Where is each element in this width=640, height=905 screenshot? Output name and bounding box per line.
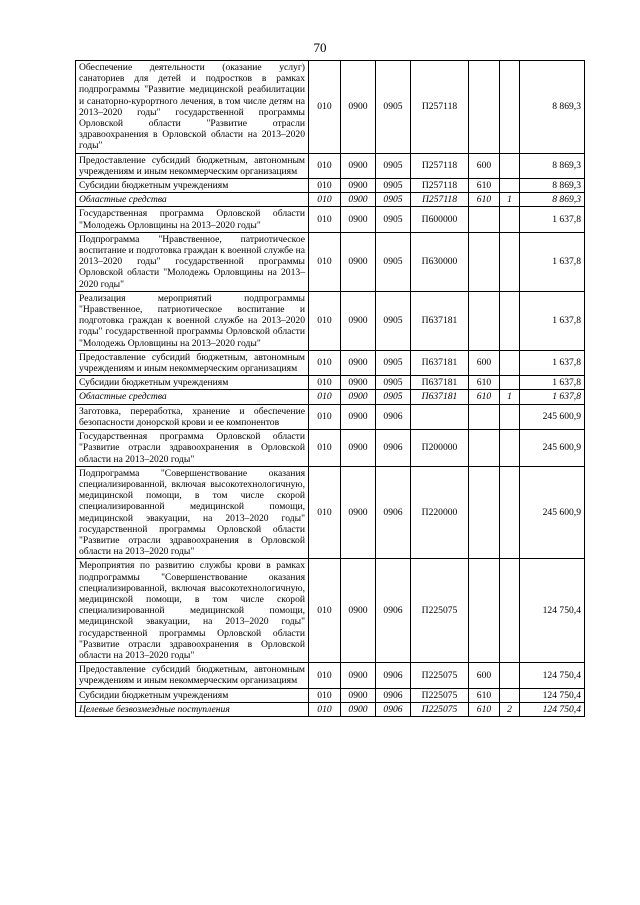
cell-section: 0900 xyxy=(341,61,376,154)
cell-amount: 1 637,8 xyxy=(520,232,585,291)
cell-target-article: П200000 xyxy=(411,430,469,467)
cell-admin-code: 010 xyxy=(309,350,341,375)
cell-source xyxy=(500,232,520,291)
cell-subsection: 0905 xyxy=(376,376,411,390)
cell-source xyxy=(500,663,520,688)
budget-table xyxy=(75,60,585,717)
table-row xyxy=(76,702,585,716)
cell-subsection: 0906 xyxy=(376,663,411,688)
cell-description: Областные средства xyxy=(76,193,309,207)
cell-target-article: П637181 xyxy=(411,291,469,350)
cell-target-article: П220000 xyxy=(411,466,469,559)
cell-expense-type: 610 xyxy=(469,179,500,193)
cell-section: 0900 xyxy=(341,376,376,390)
cell-subsection: 0906 xyxy=(376,688,411,702)
cell-amount: 8 869,3 xyxy=(520,179,585,193)
cell-target-article: П637181 xyxy=(411,376,469,390)
cell-description: Предоставление субсидий бюджетным, автономным учреждениям и иным некоммерческим организациям xyxy=(76,350,309,375)
cell-description: Обеспечение деятельности (оказание услуг) санаториев для детей и подростков в рамках подпрограммы "Развитие медицинской реабилитации и санаторно-курортного лечения, в том числе детям на 2013–2020 годы" государственной программы Орловской области "Развитие отрасли здравоохранения в Орловской области на 2013–2020 годы" xyxy=(76,61,309,154)
cell-expense-type: 610 xyxy=(469,390,500,404)
cell-section: 0900 xyxy=(341,466,376,559)
cell-admin-code: 010 xyxy=(309,291,341,350)
cell-section: 0900 xyxy=(341,390,376,404)
cell-amount: 1 637,8 xyxy=(520,390,585,404)
cell-subsection: 0905 xyxy=(376,291,411,350)
cell-description: Реализация мероприятий подпрограммы "Нравственное, патриотическое воспитание и подготовка граждан к военной службе на 2013–2020 годы" государственной программы Орловской области "Молодежь Орловщины на 2013–2020 годы" xyxy=(76,291,309,350)
table-row xyxy=(76,350,585,375)
cell-source xyxy=(500,207,520,232)
cell-source xyxy=(500,376,520,390)
cell-admin-code: 010 xyxy=(309,153,341,178)
cell-subsection: 0906 xyxy=(376,702,411,716)
cell-subsection: 0906 xyxy=(376,404,411,429)
table-row xyxy=(76,559,585,663)
cell-source: 1 xyxy=(500,390,520,404)
cell-source xyxy=(500,466,520,559)
cell-description: Субсидии бюджетным учреждениям xyxy=(76,688,309,702)
cell-subsection: 0906 xyxy=(376,466,411,559)
cell-description: Предоставление субсидий бюджетным, автономным учреждениям и иным некоммерческим организациям xyxy=(76,153,309,178)
cell-amount: 8 869,3 xyxy=(520,153,585,178)
cell-admin-code: 010 xyxy=(309,663,341,688)
table-row xyxy=(76,179,585,193)
cell-admin-code: 010 xyxy=(309,430,341,467)
table-row xyxy=(76,688,585,702)
cell-admin-code: 010 xyxy=(309,702,341,716)
page-number: 70 xyxy=(313,40,327,55)
cell-source xyxy=(500,179,520,193)
cell-admin-code: 010 xyxy=(309,466,341,559)
cell-section: 0900 xyxy=(341,179,376,193)
cell-target-article: П637181 xyxy=(411,350,469,375)
cell-expense-type xyxy=(469,207,500,232)
cell-admin-code: 010 xyxy=(309,179,341,193)
cell-expense-type xyxy=(469,430,500,467)
cell-subsection: 0905 xyxy=(376,390,411,404)
cell-section: 0900 xyxy=(341,153,376,178)
table-row xyxy=(76,663,585,688)
cell-expense-type: 610 xyxy=(469,376,500,390)
cell-amount: 245 600,9 xyxy=(520,466,585,559)
cell-amount: 124 750,4 xyxy=(520,702,585,716)
cell-expense-type xyxy=(469,291,500,350)
cell-subsection: 0905 xyxy=(376,193,411,207)
cell-source xyxy=(500,559,520,663)
cell-section: 0900 xyxy=(341,559,376,663)
cell-description: Подпрограмма "Нравственное, патриотическое воспитание и подготовка граждан к военной службе на 2013–2020 годы" государственной программы Орловской области "Молодежь Орловщины на 2013–2020 годы" xyxy=(76,232,309,291)
cell-source xyxy=(500,350,520,375)
cell-target-article: П225075 xyxy=(411,688,469,702)
cell-target-article: П600000 xyxy=(411,207,469,232)
cell-description: Целевые безвозмездные поступления xyxy=(76,702,309,716)
cell-expense-type: 610 xyxy=(469,688,500,702)
cell-amount: 8 869,3 xyxy=(520,61,585,154)
cell-section: 0900 xyxy=(341,663,376,688)
cell-description: Предоставление субсидий бюджетным, автономным учреждениям и иным некоммерческим организациям xyxy=(76,663,309,688)
cell-amount: 124 750,4 xyxy=(520,559,585,663)
table-row xyxy=(76,390,585,404)
table-row xyxy=(76,291,585,350)
cell-amount: 124 750,4 xyxy=(520,663,585,688)
cell-source xyxy=(500,153,520,178)
table-row xyxy=(76,232,585,291)
cell-subsection: 0905 xyxy=(376,153,411,178)
cell-target-article xyxy=(411,404,469,429)
cell-target-article: П225075 xyxy=(411,702,469,716)
cell-target-article: П630000 xyxy=(411,232,469,291)
cell-description: Подпрограмма "Совершенствование оказания специализированной, включая высокотехнологичную, медицинской помощи, в том числе скорой специализированной медицинской помощи, медицинской эвакуации, на 2013–2020 годы" государственной программы Орловской области "Развитие отрасли здравоохранения в Орловской области на 2013–2020 годы" xyxy=(76,466,309,559)
cell-description: Государственная программа Орловской области "Развитие отрасли здравоохранения в Орловской области на 2013–2020 годы" xyxy=(76,430,309,467)
cell-expense-type: 610 xyxy=(469,193,500,207)
table-row xyxy=(76,61,585,154)
table-row xyxy=(76,207,585,232)
cell-description: Государственная программа Орловской области "Молодежь Орловщины на 2013–2020 годы" xyxy=(76,207,309,232)
cell-source: 2 xyxy=(500,702,520,716)
cell-amount: 124 750,4 xyxy=(520,688,585,702)
cell-subsection: 0906 xyxy=(376,430,411,467)
cell-admin-code: 010 xyxy=(309,376,341,390)
cell-expense-type: 610 xyxy=(469,702,500,716)
table-row xyxy=(76,193,585,207)
cell-subsection: 0905 xyxy=(376,350,411,375)
cell-expense-type xyxy=(469,466,500,559)
cell-section: 0900 xyxy=(341,430,376,467)
cell-amount: 8 869,3 xyxy=(520,193,585,207)
cell-subsection: 0905 xyxy=(376,61,411,154)
cell-amount: 245 600,9 xyxy=(520,404,585,429)
cell-expense-type: 600 xyxy=(469,153,500,178)
cell-admin-code: 010 xyxy=(309,404,341,429)
table-row xyxy=(76,404,585,429)
cell-expense-type xyxy=(469,559,500,663)
cell-target-article: П225075 xyxy=(411,663,469,688)
cell-section: 0900 xyxy=(341,702,376,716)
table-row xyxy=(76,376,585,390)
cell-admin-code: 010 xyxy=(309,559,341,663)
cell-target-article: П257118 xyxy=(411,153,469,178)
cell-subsection: 0905 xyxy=(376,179,411,193)
cell-source xyxy=(500,61,520,154)
table-row xyxy=(76,153,585,178)
cell-admin-code: 010 xyxy=(309,688,341,702)
cell-amount: 245 600,9 xyxy=(520,430,585,467)
cell-section: 0900 xyxy=(341,291,376,350)
cell-expense-type xyxy=(469,61,500,154)
budget-table-body xyxy=(76,61,585,717)
cell-amount: 1 637,8 xyxy=(520,207,585,232)
cell-admin-code: 010 xyxy=(309,61,341,154)
cell-description: Областные средства xyxy=(76,390,309,404)
cell-target-article: П637181 xyxy=(411,390,469,404)
cell-subsection: 0905 xyxy=(376,232,411,291)
cell-section: 0900 xyxy=(341,207,376,232)
table-row xyxy=(76,466,585,559)
cell-target-article: П257118 xyxy=(411,179,469,193)
cell-admin-code: 010 xyxy=(309,193,341,207)
cell-expense-type xyxy=(469,232,500,291)
table-row xyxy=(76,430,585,467)
cell-section: 0900 xyxy=(341,404,376,429)
cell-expense-type: 600 xyxy=(469,350,500,375)
cell-target-article: П257118 xyxy=(411,61,469,154)
cell-description: Мероприятия по развитию службы крови в рамках подпрограммы "Совершенствование оказания специализированной, включая высокотехнологичную, медицинской помощи, в том числе скорой специализированной медицинской помощи, медицинской эвакуации, на 2013–2020 годы" государственной программы Орловской области "Развитие отрасли здравоохранения в Орловской области на 2013–2020 годы" xyxy=(76,559,309,663)
cell-subsection: 0906 xyxy=(376,559,411,663)
cell-admin-code: 010 xyxy=(309,207,341,232)
cell-section: 0900 xyxy=(341,232,376,291)
cell-source xyxy=(500,430,520,467)
cell-section: 0900 xyxy=(341,193,376,207)
cell-admin-code: 010 xyxy=(309,232,341,291)
cell-subsection: 0905 xyxy=(376,207,411,232)
cell-target-article: П225075 xyxy=(411,559,469,663)
cell-source xyxy=(500,404,520,429)
cell-amount: 1 637,8 xyxy=(520,350,585,375)
cell-source xyxy=(500,291,520,350)
cell-description: Заготовка, переработка, хранение и обеспечение безопасности донорской крови и ее компонентов xyxy=(76,404,309,429)
cell-expense-type: 600 xyxy=(469,663,500,688)
cell-amount: 1 637,8 xyxy=(520,291,585,350)
cell-amount: 1 637,8 xyxy=(520,376,585,390)
cell-target-article: П257118 xyxy=(411,193,469,207)
cell-description: Субсидии бюджетным учреждениям xyxy=(76,179,309,193)
cell-description: Субсидии бюджетным учреждениям xyxy=(76,376,309,390)
cell-source: 1 xyxy=(500,193,520,207)
cell-source xyxy=(500,688,520,702)
cell-admin-code: 010 xyxy=(309,390,341,404)
cell-section: 0900 xyxy=(341,688,376,702)
cell-section: 0900 xyxy=(341,350,376,375)
cell-expense-type xyxy=(469,404,500,429)
